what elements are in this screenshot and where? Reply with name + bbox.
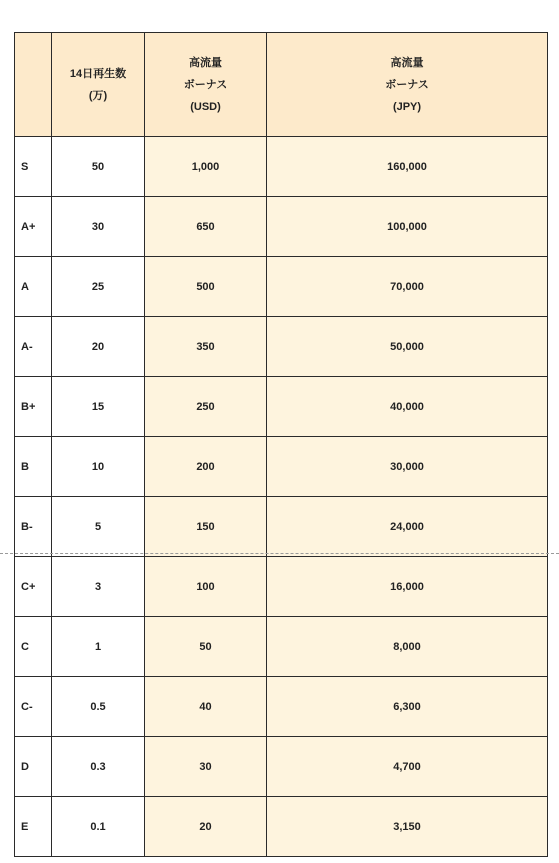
plays-cell: 0.3 [52,737,145,797]
usd-bonus-cell: 50 [145,617,267,677]
rank-cell: D [15,737,52,797]
plays-cell: 50 [52,137,145,197]
plays-cell: 20 [52,317,145,377]
jpy-bonus-cell: 100,000 [267,197,548,257]
header-usd-line1: 高流量 [189,56,222,69]
rank-cell: B- [15,497,52,557]
plays-cell: 25 [52,257,145,317]
jpy-bonus-cell: 40,000 [267,377,548,437]
table-body [15,137,548,857]
jpy-bonus-cell: 3,150 [267,797,548,857]
jpy-bonus-cell: 4,700 [267,737,548,797]
plays-cell: 30 [52,197,145,257]
jpy-bonus-cell: 16,000 [267,557,548,617]
jpy-bonus-cell: 30,000 [267,437,548,497]
usd-bonus-cell: 20 [145,797,267,857]
header-plays [52,33,145,137]
plays-cell: 1 [52,617,145,677]
rank-cell: C+ [15,557,52,617]
usd-bonus-cell: 150 [145,497,267,557]
rank-cell: S [15,137,52,197]
header-usd-line3: (USD) [190,100,221,113]
table-row [15,317,548,377]
plays-cell: 0.5 [52,677,145,737]
plays-cell: 10 [52,437,145,497]
usd-bonus-cell: 1,000 [145,137,267,197]
plays-cell: 3 [52,557,145,617]
rank-cell: E [15,797,52,857]
table-row [15,617,548,677]
rank-cell: B+ [15,377,52,437]
table-row [15,197,548,257]
rank-cell: A- [15,317,52,377]
table-row [15,497,548,557]
header-row [15,33,548,137]
usd-bonus-cell: 350 [145,317,267,377]
usd-bonus-cell: 40 [145,677,267,737]
header-usd-line2: ボーナス [183,78,228,91]
rank-cell: C- [15,677,52,737]
plays-cell: 15 [52,377,145,437]
table-row [15,677,548,737]
jpy-bonus-cell: 70,000 [267,257,548,317]
table-row [15,137,548,197]
header-plays-unit: (万) [88,89,108,102]
plays-cell: 0.1 [52,797,145,857]
usd-bonus-cell: 250 [145,377,267,437]
table-header [15,33,548,137]
table-row [15,257,548,317]
table-row [15,437,548,497]
usd-bonus-cell: 30 [145,737,267,797]
header-plays-title: 14日再生数 [69,67,127,80]
header-bonus-jpy [267,33,548,137]
header-jpy-line2: ボーナス [385,78,429,91]
usd-bonus-cell: 200 [145,437,267,497]
header-jpy-line1: 高流量 [390,56,424,69]
header-bonus-usd [145,33,267,137]
jpy-bonus-cell: 6,300 [267,677,548,737]
page-break-divider [0,553,559,554]
jpy-bonus-cell: 50,000 [267,317,548,377]
rank-cell: C [15,617,52,677]
header-jpy-line3: (JPY) [392,100,422,113]
table-row [15,797,548,857]
jpy-bonus-cell: 8,000 [267,617,548,677]
usd-bonus-cell: 650 [145,197,267,257]
table-row [15,737,548,797]
jpy-bonus-cell: 160,000 [267,137,548,197]
table-row [15,377,548,437]
bonus-table [14,32,548,857]
header-rank [15,33,52,137]
plays-cell: 5 [52,497,145,557]
jpy-bonus-cell: 24,000 [267,497,548,557]
rank-cell: B [15,437,52,497]
bonus-table-container [14,32,547,857]
rank-cell: A+ [15,197,52,257]
usd-bonus-cell: 100 [145,557,267,617]
usd-bonus-cell: 500 [145,257,267,317]
table-row [15,557,548,617]
rank-cell: A [15,257,52,317]
